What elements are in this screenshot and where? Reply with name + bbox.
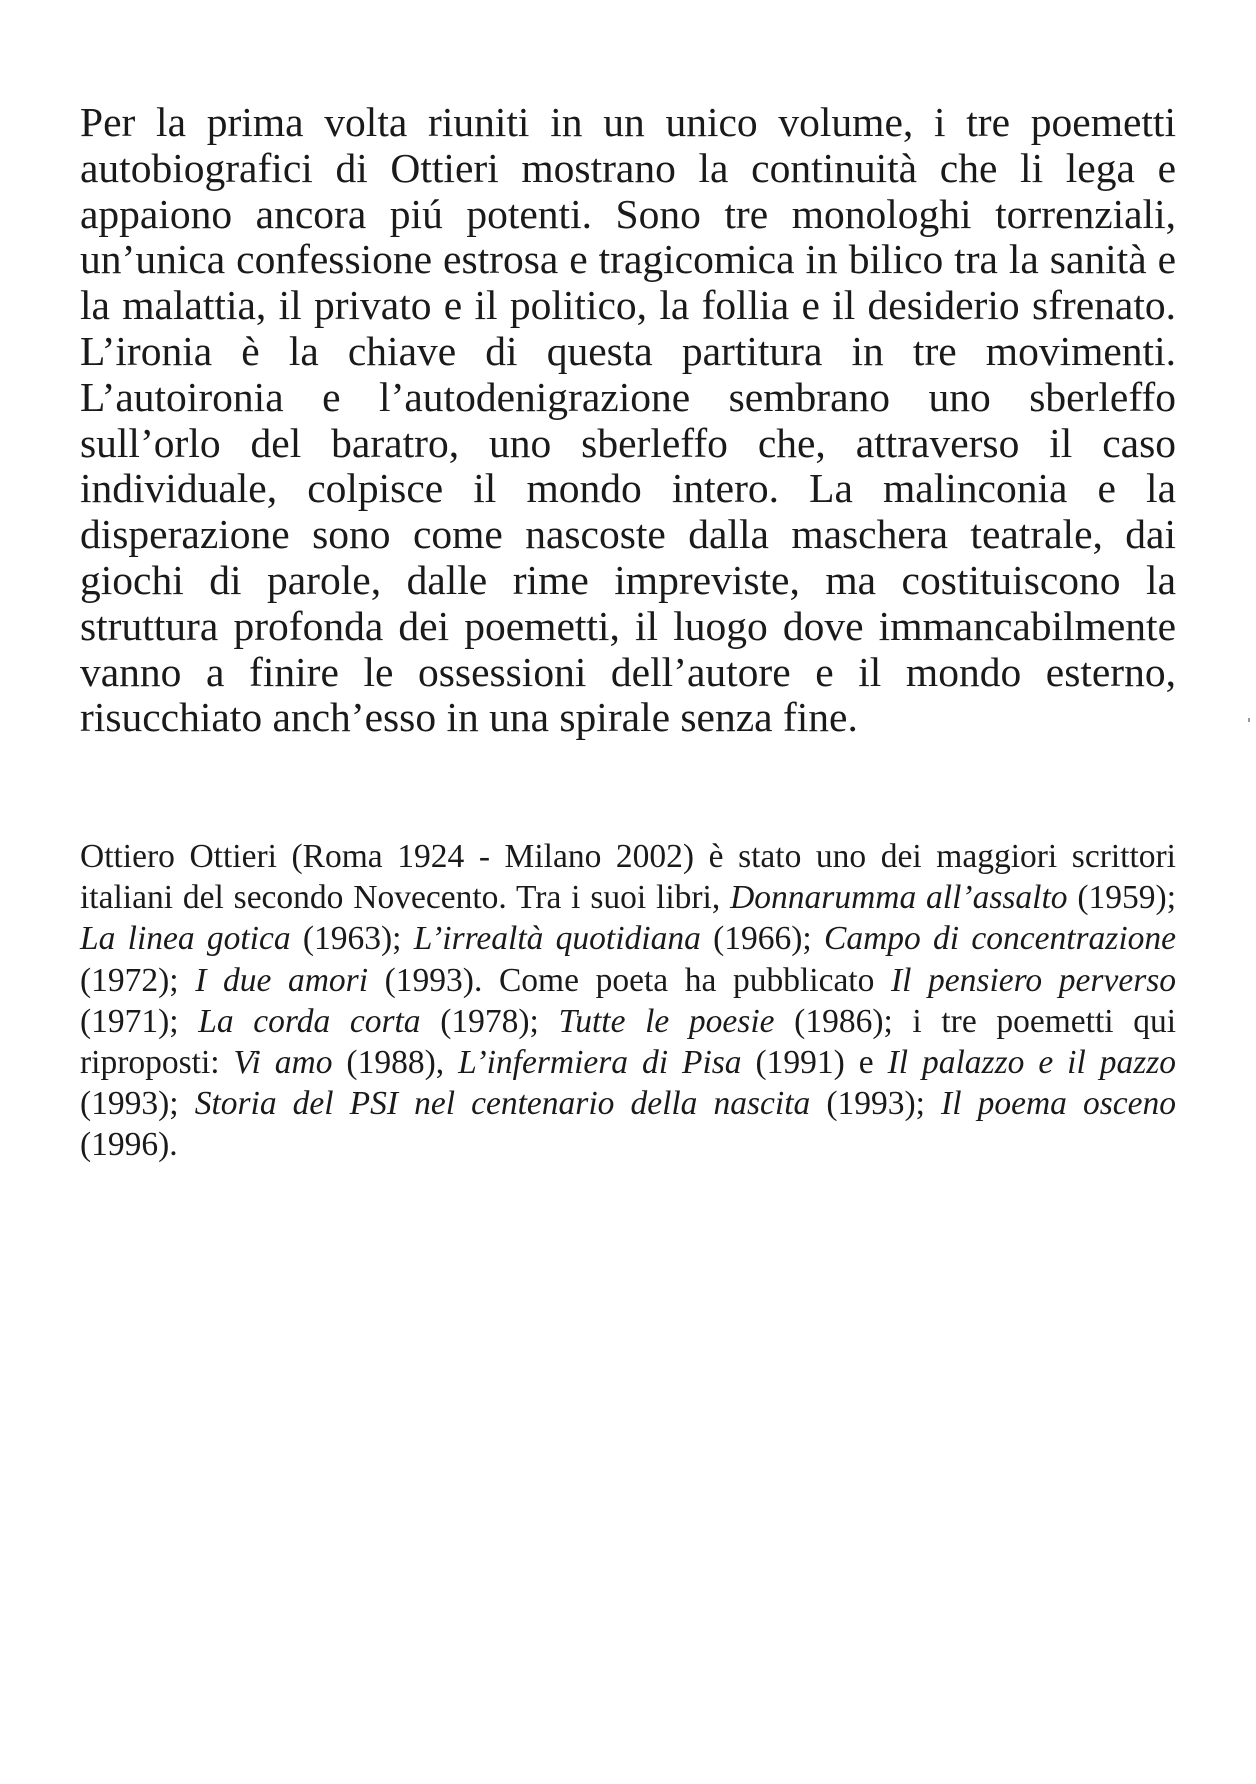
bio-text: (1971); bbox=[80, 1002, 199, 1040]
bio-intro: Ottiero Ottieri (Roma 1924 - Milano 2002) è stato uno dei maggiori scrittori italiani del secondo Novecento. Tra i suoi libri, bbox=[80, 838, 1176, 917]
bio-text: (1991) e bbox=[741, 1044, 888, 1082]
bio-text: (1988), bbox=[332, 1044, 459, 1082]
author-bio bbox=[80, 836, 1176, 1166]
book-title: Il pensiero perverso bbox=[890, 961, 1177, 999]
margin-mark bbox=[1248, 718, 1250, 722]
book-title: Donnarumma all’assalto bbox=[730, 879, 1068, 917]
bio-text: (1996). bbox=[80, 1126, 178, 1164]
book-blurb: Per la prima volta riuniti in un unico volume, i tre poemetti autobiografici di Ottieri mostrano la continuità che li lega e appaiono ancora piú potenti. Sono tre monologhi torrenziali, un’unica confessione estrosa e tragicomica in bilico tra la sanità e la malattia, il privato e il politico, la follia e il desiderio sfrenato. L’ironia è la chiave di questa partitura in tre movimenti. L’autoironia e l’autodenigrazione sembrano uno sberleffo sull’orlo del baratro, uno sberleffo che, attraverso il caso individuale, colpisce il mondo intero. La malinconia e la disperazione sono come nascoste dalla maschera teatrale, dai giochi di parole, dalle rime impreviste, ma costituiscono la struttura profonda dei poemetti, il luogo dove immancabilmente vanno a finire le ossessioni dell’autore e il mondo esterno, risucchiato anch’esso in una spirale senza fine. bbox=[80, 99, 1176, 741]
book-title: L’irrealtà quotidiana bbox=[413, 920, 701, 958]
book-title: Vi amo bbox=[233, 1044, 333, 1082]
bio-text: (1993). Come poeta ha pubblicato bbox=[368, 961, 891, 999]
bio-text: (1986); i tre poemetti qui riproposti: bbox=[80, 1002, 1177, 1082]
book-title: Storia del PSI nel centenario della nascita bbox=[194, 1085, 811, 1123]
book-title: La linea gotica bbox=[80, 920, 291, 958]
bio-text: (1963); bbox=[290, 920, 414, 958]
book-title: La corda corta bbox=[198, 1002, 421, 1040]
bio-text: (1972); bbox=[80, 961, 196, 999]
bio-text: (1993); bbox=[80, 1085, 195, 1123]
book-title: I due amori bbox=[195, 961, 369, 999]
book-title: L’infermiera di Pisa bbox=[458, 1044, 742, 1082]
bio-text: (1959); bbox=[1067, 879, 1177, 917]
book-title: Il palazzo e il pazzo bbox=[887, 1044, 1177, 1082]
book-title: Campo di concentrazione bbox=[823, 920, 1176, 958]
bio-text: (1978); bbox=[420, 1002, 559, 1040]
bio-text: (1966); bbox=[700, 920, 824, 958]
bio-text: (1993); bbox=[810, 1085, 942, 1123]
book-title: Tutte le poesie bbox=[558, 1002, 775, 1040]
book-title: Il poema osceno bbox=[941, 1085, 1176, 1123]
